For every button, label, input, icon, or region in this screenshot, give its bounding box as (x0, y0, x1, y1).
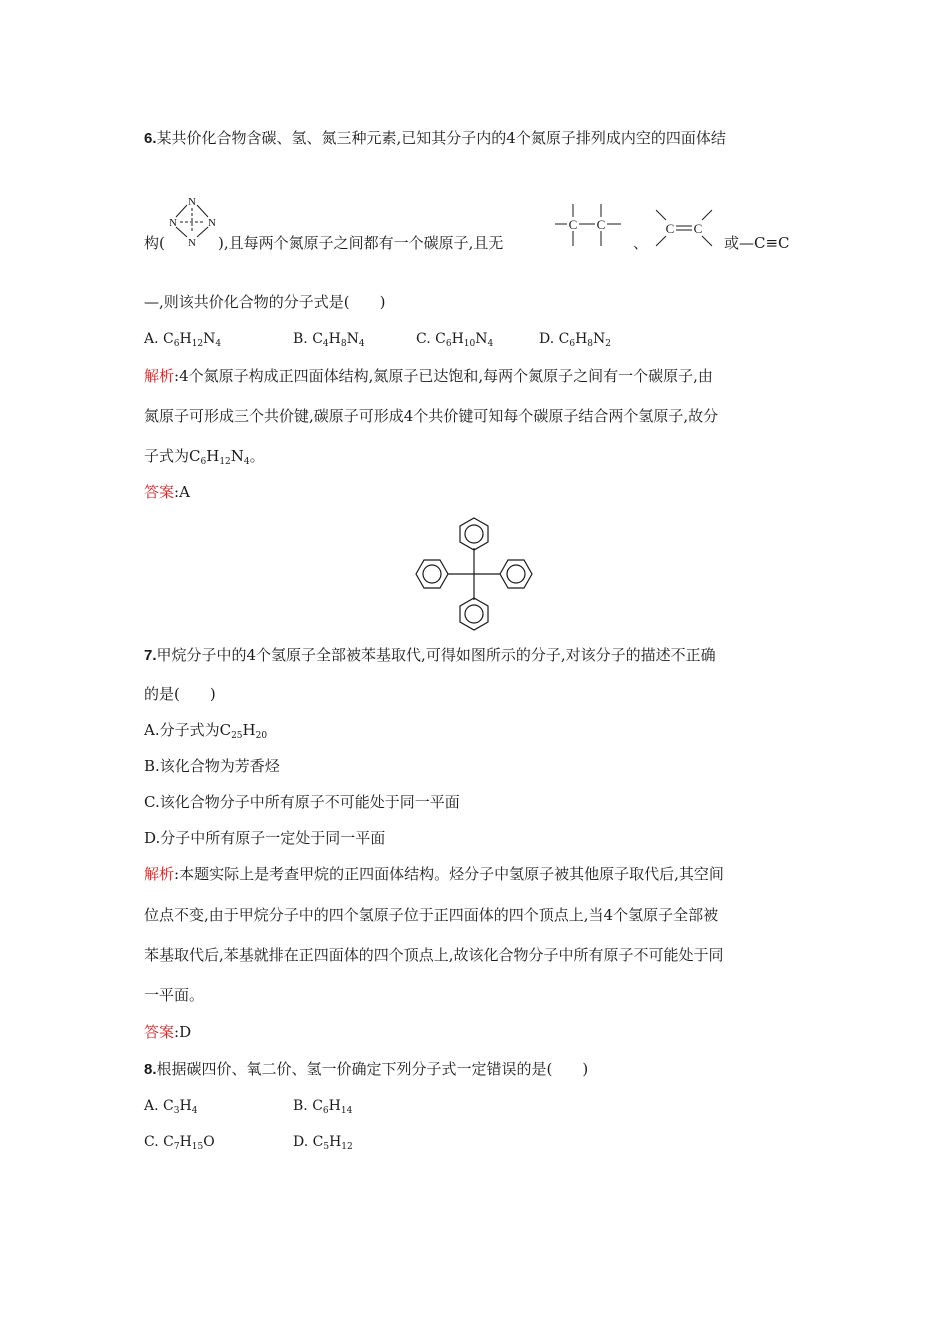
q7-analysis-line3: 苯基取代后,苯基就排在正四面体的四个顶点上,故该化合物分子中所有原子不可能处于同 (144, 946, 724, 964)
tetrahedral-n4-structure (160, 195, 224, 247)
q7-analysis-line1: 解析:本题实际上是考查甲烷的正四面体结构。烃分子中氢原子被其他原子取代后,其空间 (144, 865, 724, 883)
n-atom-top: N (188, 196, 196, 208)
answer-label: 答案 (144, 483, 175, 501)
q6-option-b: B. $C_4H_8N_4$ (293, 331, 365, 349)
q7-option-b: B.该化合物为芳香烃 (144, 757, 280, 775)
q6-analysis-line3: 子式为$C_6H_{12}N_4$。 (144, 447, 265, 467)
q6-analysis-line2: 氮原子可形成三个共价键,碳原子可形成4个共价键可知每个碳原子结合两个氢原子,故分 (144, 407, 719, 425)
c-c-single-bond-structure (555, 200, 625, 248)
n-atom-right: N (208, 217, 216, 229)
answer-label: 答案 (144, 1023, 175, 1041)
q6-option-a: A. $C_6H_{12}N_4$ (144, 331, 222, 349)
q7-option-d: D.分子中所有原子一定处于同一平面 (144, 829, 386, 847)
c-atom: C (665, 221, 675, 236)
q6-stem-line1: 6.某共价化合物含碳、氢、氮三种元素,已知其分子内的4个氮原子排列成内空的四面体结 (144, 129, 726, 147)
q6-stem-line2-a: 构( (144, 234, 165, 252)
c-atom: C (596, 217, 606, 232)
q7-answer: 答案:D (144, 1023, 192, 1041)
analysis-label: 解析 (144, 865, 175, 883)
analysis-label: 解析 (144, 367, 175, 385)
c-atom: C (568, 217, 578, 232)
q6-answer: 答案:A (144, 483, 190, 501)
q8-option-d: D. $C_5H_{12}$ (293, 1134, 353, 1152)
q7-number: 7. (144, 647, 157, 664)
q8-option-c: C. $C_7H_{15}O$ (144, 1134, 215, 1152)
q7-option-c: C.该化合物分子中所有原子不可能处于同一平面 (144, 793, 460, 811)
q6-analysis-line1: 解析:4个氮原子构成正四面体结构,氮原子已达饱和,每两个氮原子之间有一个碳原子,由 (144, 367, 713, 385)
q8-option-a: A. $C_3H_4$ (144, 1098, 198, 1116)
q8-number: 8. (144, 1061, 157, 1078)
q8-stem: 8.根据碳四价、氧二价、氢一价确定下列分子式一定错误的是( ) (144, 1060, 589, 1078)
tetraphenylmethane-structure (410, 512, 540, 636)
q8-option-b: B. $C_6H_{14}$ (293, 1098, 353, 1116)
q6-stem-line2-d: 或—C≡C (724, 234, 790, 252)
c-c-double-bond-structure (652, 206, 716, 250)
n-atom-bottom: N (188, 237, 196, 249)
q7-stem-line1: 7.甲烷分子中的4个氢原子全部被苯基取代,可得如图所示的分子,对该分子的描述不正确 (144, 646, 716, 664)
q6-option-c: C. $C_6H_{10}N_4$ (416, 331, 494, 349)
q6-stem-line2-b: ),且每两个氮原子之间都有一个碳原子,且无 (218, 234, 504, 252)
q6-stem-line2-c: 、 (633, 234, 649, 252)
q7-analysis-line4: 一平面。 (144, 986, 205, 1004)
q6-stem-line3: —,则该共价化合物的分子式是( ) (144, 293, 386, 311)
q7-option-a: A.分子式为$C_{25}H_{20}$ (144, 721, 268, 741)
q7-analysis-line2: 位点不变,由于甲烷分子中的四个氢原子位于正四面体的四个顶点上,当4个氢原子全部被 (144, 906, 719, 924)
c-atom: C (693, 221, 703, 236)
q6-option-d: D. $C_6H_8N_2$ (539, 331, 612, 349)
n-atom-left: N (169, 217, 177, 229)
q6-number: 6. (144, 130, 157, 147)
q7-stem-line2: 的是( ) (144, 685, 216, 703)
